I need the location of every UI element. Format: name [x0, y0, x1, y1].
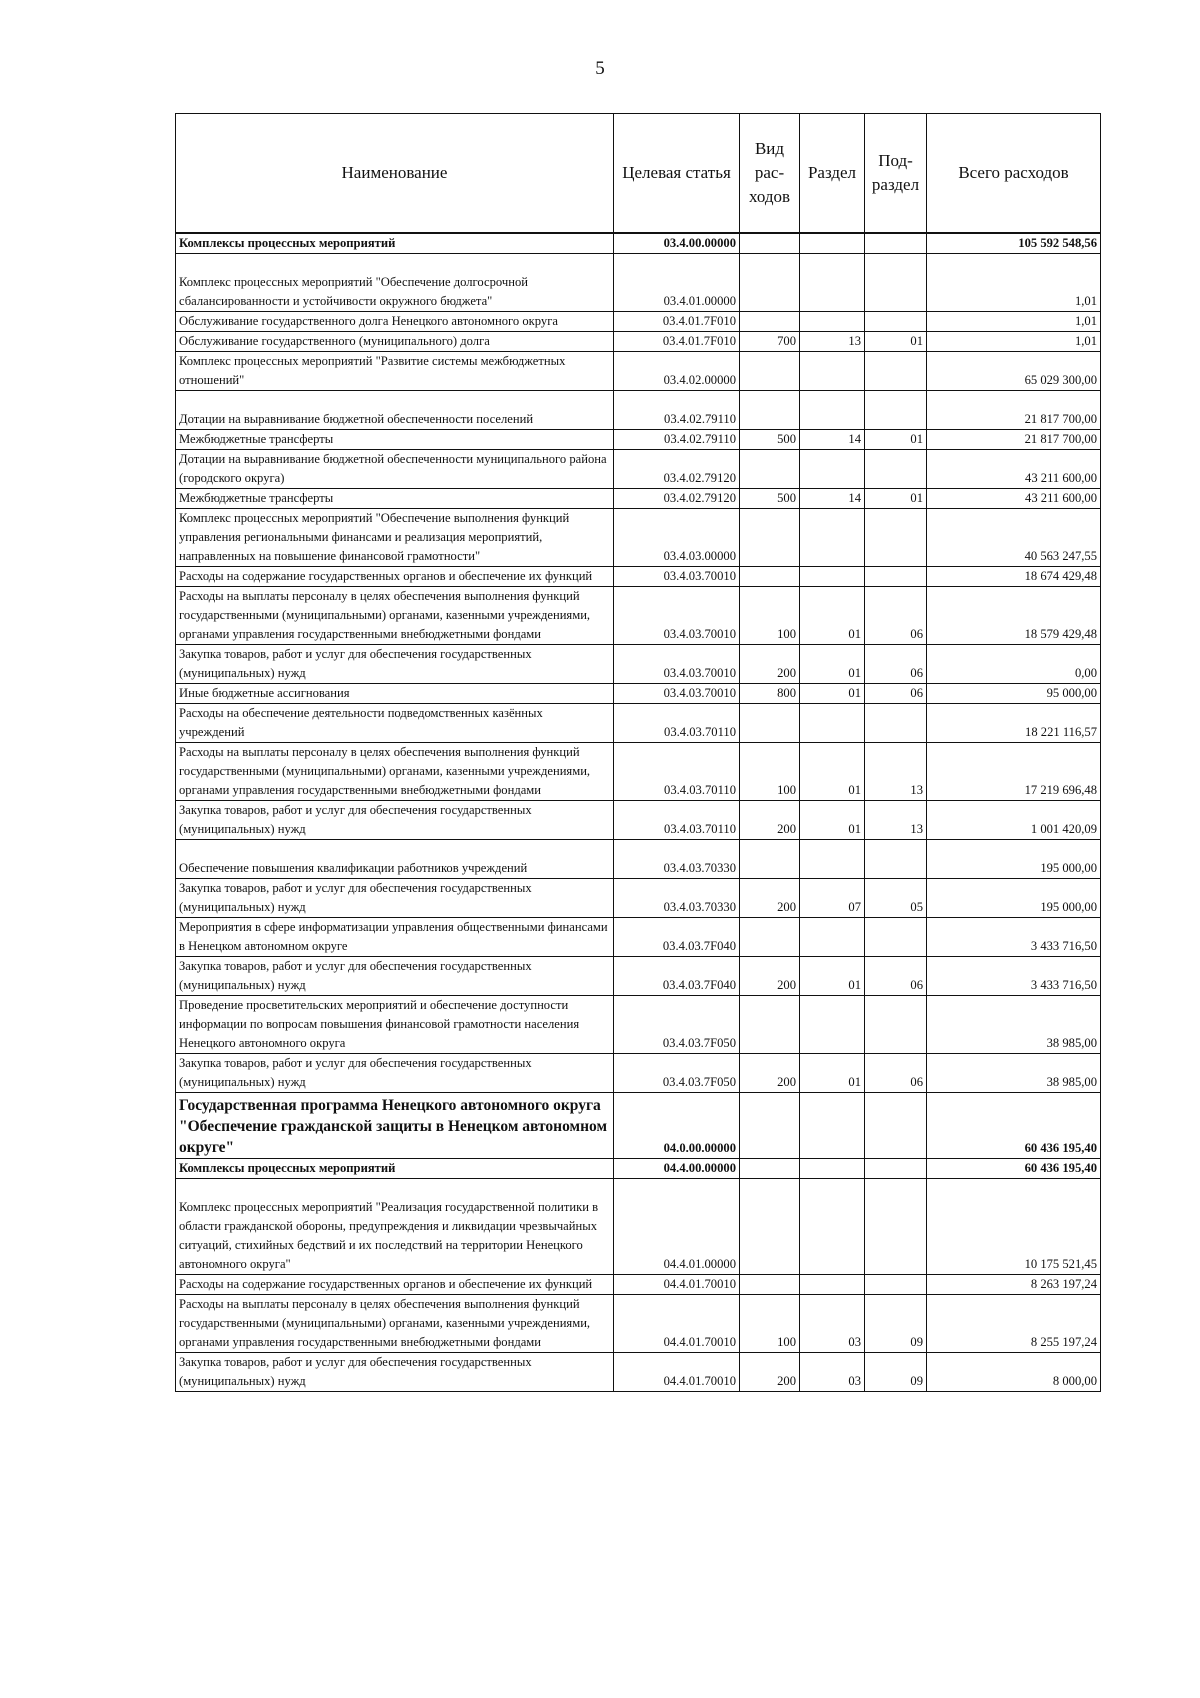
header-code: Целевая статья: [614, 114, 740, 234]
row-code-cell: 03.4.03.70110: [614, 801, 740, 840]
row-vid-cell: [740, 352, 800, 391]
row-code-cell: 03.4.02.79120: [614, 489, 740, 509]
table-row: [176, 1093, 1101, 1159]
row-name-cell: Межбюджетные трансферты: [176, 430, 614, 450]
row-razdel-cell: 03: [800, 1295, 865, 1353]
row-podrazdel-cell: 06: [865, 645, 927, 684]
row-total-cell: 1,01: [927, 312, 1101, 332]
table-row: [176, 840, 1101, 879]
table-row: [176, 684, 1101, 704]
table-row: [176, 704, 1101, 743]
row-name-cell: Дотации на выравнивание бюджетной обеспеченности муниципального района (городского округа): [176, 450, 614, 489]
row-razdel-cell: [800, 450, 865, 489]
table-row: [176, 1159, 1101, 1179]
row-podrazdel-cell: 01: [865, 430, 927, 450]
row-name-cell: Расходы на обеспечение деятельности подведомственных казённых учреждений: [176, 704, 614, 743]
header-razdel: Раздел: [800, 114, 865, 234]
row-total-cell: 18 579 429,48: [927, 587, 1101, 645]
row-name-cell: Обслуживание государственного долга Ненецкого автономного округа: [176, 312, 614, 332]
row-podrazdel-cell: 09: [865, 1295, 927, 1353]
table-row: [176, 1295, 1101, 1353]
row-razdel-cell: 01: [800, 743, 865, 801]
row-code-cell: 04.4.00.00000: [614, 1159, 740, 1179]
row-code-cell: 04.4.01.70010: [614, 1275, 740, 1295]
row-name-cell: Проведение просветительских мероприятий и обеспечение доступности информации по вопросам повышения финансовой грамотности населения Ненецкого автономного округа: [176, 996, 614, 1054]
table-row: [176, 587, 1101, 645]
row-vid-cell: [740, 1275, 800, 1295]
row-vid-cell: 500: [740, 430, 800, 450]
row-podrazdel-cell: 06: [865, 957, 927, 996]
row-name-cell: Закупка товаров, работ и услуг для обеспечения государственных (муниципальных) нужд: [176, 801, 614, 840]
row-code-cell: 03.4.03.7F050: [614, 996, 740, 1054]
row-razdel-cell: [800, 352, 865, 391]
row-code-cell: 03.4.01.00000: [614, 254, 740, 312]
table-row: [176, 996, 1101, 1054]
row-podrazdel-cell: [865, 567, 927, 587]
row-razdel-cell: [800, 704, 865, 743]
row-name-cell: Комплекс процессных мероприятий "Обеспечение долгосрочной сбалансированности и устойчивости окружного бюджета": [176, 254, 614, 312]
table-row: [176, 254, 1101, 312]
row-podrazdel-cell: 05: [865, 879, 927, 918]
row-vid-cell: 200: [740, 1353, 800, 1392]
row-total-cell: 38 985,00: [927, 996, 1101, 1054]
row-razdel-cell: 13: [800, 332, 865, 352]
row-razdel-cell: [800, 1093, 865, 1159]
row-vid-cell: 200: [740, 957, 800, 996]
row-total-cell: 60 436 195,40: [927, 1159, 1101, 1179]
row-vid-cell: [740, 567, 800, 587]
row-podrazdel-cell: [865, 996, 927, 1054]
row-vid-cell: [740, 233, 800, 254]
row-podrazdel-cell: [865, 312, 927, 332]
row-total-cell: 8 263 197,24: [927, 1275, 1101, 1295]
row-vid-cell: [740, 391, 800, 430]
table-row: [176, 879, 1101, 918]
row-podrazdel-cell: 01: [865, 489, 927, 509]
row-name-cell: Государственная программа Ненецкого автономного округа "Обеспечение гражданской защиты в Ненецком автономном округе": [176, 1093, 614, 1159]
row-total-cell: 8 000,00: [927, 1353, 1101, 1392]
row-code-cell: 03.4.03.70010: [614, 645, 740, 684]
row-podrazdel-cell: [865, 1159, 927, 1179]
table-row: [176, 918, 1101, 957]
table-row: [176, 645, 1101, 684]
row-name-cell: Расходы на содержание государственных органов и обеспечение их функций: [176, 1275, 614, 1295]
row-podrazdel-cell: [865, 704, 927, 743]
row-total-cell: 1,01: [927, 254, 1101, 312]
row-razdel-cell: 01: [800, 645, 865, 684]
table-row: [176, 567, 1101, 587]
row-vid-cell: [740, 1093, 800, 1159]
row-code-cell: 03.4.02.00000: [614, 352, 740, 391]
row-name-cell: Комплексы процессных мероприятий: [176, 1159, 614, 1179]
row-podrazdel-cell: [865, 233, 927, 254]
row-razdel-cell: [800, 567, 865, 587]
table-row: [176, 391, 1101, 430]
row-vid-cell: [740, 1159, 800, 1179]
row-vid-cell: 100: [740, 587, 800, 645]
table-row: [176, 1275, 1101, 1295]
row-podrazdel-cell: [865, 1093, 927, 1159]
row-name-cell: Комплекс процессных мероприятий "Обеспечение выполнения функций управления региональными финансами и реализация мероприятий, направленных на повышение финансовой грамотности": [176, 509, 614, 567]
row-podrazdel-cell: 09: [865, 1353, 927, 1392]
row-name-cell: Закупка товаров, работ и услуг для обеспечения государственных (муниципальных) нужд: [176, 1353, 614, 1392]
row-name-cell: Расходы на выплаты персоналу в целях обеспечения выполнения функций государственными (муниципальными) органами, казенными учреждениями, органами управления государственными внебюджетными фондами: [176, 1295, 614, 1353]
row-razdel-cell: [800, 996, 865, 1054]
row-razdel-cell: 01: [800, 801, 865, 840]
row-vid-cell: 100: [740, 743, 800, 801]
row-code-cell: 03.4.03.70110: [614, 743, 740, 801]
table-row: [176, 312, 1101, 332]
row-vid-cell: 200: [740, 645, 800, 684]
row-razdel-cell: 03: [800, 1353, 865, 1392]
row-podrazdel-cell: [865, 450, 927, 489]
row-podrazdel-cell: [865, 254, 927, 312]
row-vid-cell: 500: [740, 489, 800, 509]
row-razdel-cell: [800, 233, 865, 254]
row-code-cell: 03.4.03.70330: [614, 879, 740, 918]
row-razdel-cell: 01: [800, 1054, 865, 1093]
row-vid-cell: [740, 509, 800, 567]
row-name-cell: Мероприятия в сфере информатизации управления общественными финансами в Ненецком автономном округе: [176, 918, 614, 957]
row-razdel-cell: 14: [800, 430, 865, 450]
row-code-cell: 04.4.01.70010: [614, 1295, 740, 1353]
row-vid-cell: 800: [740, 684, 800, 704]
header-row: [176, 114, 1101, 234]
row-razdel-cell: [800, 391, 865, 430]
row-total-cell: 3 433 716,50: [927, 918, 1101, 957]
row-name-cell: Обслуживание государственного (муниципального) долга: [176, 332, 614, 352]
row-total-cell: 18 674 429,48: [927, 567, 1101, 587]
table-row: [176, 1054, 1101, 1093]
row-total-cell: 21 817 700,00: [927, 391, 1101, 430]
row-total-cell: 10 175 521,45: [927, 1179, 1101, 1275]
row-vid-cell: 200: [740, 879, 800, 918]
row-total-cell: 0,00: [927, 645, 1101, 684]
row-vid-cell: [740, 704, 800, 743]
row-vid-cell: 700: [740, 332, 800, 352]
row-code-cell: 03.4.01.7F010: [614, 312, 740, 332]
row-podrazdel-cell: 06: [865, 587, 927, 645]
row-vid-cell: [740, 312, 800, 332]
row-podrazdel-cell: [865, 509, 927, 567]
page-number: 5: [595, 58, 605, 79]
row-vid-cell: [740, 1179, 800, 1275]
row-code-cell: 04.4.01.70010: [614, 1353, 740, 1392]
row-code-cell: 03.4.02.79110: [614, 391, 740, 430]
table-row: [176, 509, 1101, 567]
row-vid-cell: [740, 450, 800, 489]
row-code-cell: 03.4.03.70010: [614, 587, 740, 645]
row-code-cell: 03.4.03.7F040: [614, 957, 740, 996]
row-name-cell: Закупка товаров, работ и услуг для обеспечения государственных (муниципальных) нужд: [176, 957, 614, 996]
row-total-cell: 40 563 247,55: [927, 509, 1101, 567]
row-total-cell: 1 001 420,09: [927, 801, 1101, 840]
table-row: [176, 801, 1101, 840]
row-vid-cell: 200: [740, 801, 800, 840]
row-podrazdel-cell: [865, 1275, 927, 1295]
table-row: [176, 352, 1101, 391]
row-razdel-cell: 01: [800, 684, 865, 704]
row-name-cell: Расходы на содержание государственных органов и обеспечение их функций: [176, 567, 614, 587]
row-name-cell: Закупка товаров, работ и услуг для обеспечения государственных (муниципальных) нужд: [176, 645, 614, 684]
row-total-cell: 195 000,00: [927, 840, 1101, 879]
row-vid-cell: 200: [740, 1054, 800, 1093]
table-row: [176, 332, 1101, 352]
row-code-cell: 03.4.01.7F010: [614, 332, 740, 352]
row-vid-cell: [740, 254, 800, 312]
row-vid-cell: [740, 840, 800, 879]
table-row: [176, 450, 1101, 489]
row-total-cell: 105 592 548,56: [927, 233, 1101, 254]
row-name-cell: Комплексы процессных мероприятий: [176, 233, 614, 254]
row-razdel-cell: 01: [800, 587, 865, 645]
budget-table: [175, 113, 1101, 1392]
row-razdel-cell: [800, 1159, 865, 1179]
row-podrazdel-cell: 13: [865, 801, 927, 840]
row-razdel-cell: [800, 918, 865, 957]
table-row: [176, 1179, 1101, 1275]
row-razdel-cell: 14: [800, 489, 865, 509]
row-total-cell: 3 433 716,50: [927, 957, 1101, 996]
row-total-cell: 95 000,00: [927, 684, 1101, 704]
row-razdel-cell: [800, 254, 865, 312]
row-name-cell: Иные бюджетные ассигнования: [176, 684, 614, 704]
row-podrazdel-cell: [865, 840, 927, 879]
row-razdel-cell: [800, 312, 865, 332]
row-podrazdel-cell: 13: [865, 743, 927, 801]
table-row: [176, 489, 1101, 509]
table-row: [176, 743, 1101, 801]
row-name-cell: Обеспечение повышения квалификации работников учреждений: [176, 840, 614, 879]
table-row: [176, 957, 1101, 996]
header-podrazdel: Под-раздел: [865, 114, 927, 234]
row-code-cell: 03.4.03.70110: [614, 704, 740, 743]
row-podrazdel-cell: [865, 391, 927, 430]
row-name-cell: Дотации на выравнивание бюджетной обеспеченности поселений: [176, 391, 614, 430]
row-razdel-cell: [800, 1275, 865, 1295]
row-total-cell: 38 985,00: [927, 1054, 1101, 1093]
row-total-cell: 21 817 700,00: [927, 430, 1101, 450]
row-vid-cell: 100: [740, 1295, 800, 1353]
row-name-cell: Межбюджетные трансферты: [176, 489, 614, 509]
row-podrazdel-cell: 01: [865, 332, 927, 352]
row-code-cell: 03.4.03.7F040: [614, 918, 740, 957]
row-total-cell: 43 211 600,00: [927, 489, 1101, 509]
row-total-cell: 60 436 195,40: [927, 1093, 1101, 1159]
table-row: [176, 430, 1101, 450]
table-row: [176, 1353, 1101, 1392]
row-code-cell: 03.4.00.00000: [614, 233, 740, 254]
row-name-cell: Расходы на выплаты персоналу в целях обеспечения выполнения функций государственными (муниципальными) органами, казенными учреждениями, органами управления государственными внебюджетными фондами: [176, 587, 614, 645]
row-razdel-cell: 01: [800, 957, 865, 996]
header-vid: Вид рас-ходов: [740, 114, 800, 234]
table-row: [176, 233, 1101, 254]
row-code-cell: 03.4.02.79110: [614, 430, 740, 450]
row-podrazdel-cell: 06: [865, 684, 927, 704]
row-vid-cell: [740, 918, 800, 957]
row-podrazdel-cell: 06: [865, 1054, 927, 1093]
row-code-cell: 03.4.03.00000: [614, 509, 740, 567]
row-code-cell: 03.4.03.70010: [614, 567, 740, 587]
row-code-cell: 04.0.00.00000: [614, 1093, 740, 1159]
row-razdel-cell: [800, 1179, 865, 1275]
row-total-cell: 43 211 600,00: [927, 450, 1101, 489]
row-razdel-cell: [800, 509, 865, 567]
row-total-cell: 17 219 696,48: [927, 743, 1101, 801]
row-code-cell: 04.4.01.00000: [614, 1179, 740, 1275]
row-name-cell: Комплекс процессных мероприятий "Развитие системы межбюджетных отношений": [176, 352, 614, 391]
row-name-cell: Расходы на выплаты персоналу в целях обеспечения выполнения функций государственными (муниципальными) органами, казенными учреждениями, органами управления государственными внебюджетными фондами: [176, 743, 614, 801]
row-code-cell: 03.4.03.70330: [614, 840, 740, 879]
row-code-cell: 03.4.03.7F050: [614, 1054, 740, 1093]
row-total-cell: 65 029 300,00: [927, 352, 1101, 391]
row-vid-cell: [740, 996, 800, 1054]
row-total-cell: 8 255 197,24: [927, 1295, 1101, 1353]
row-podrazdel-cell: [865, 918, 927, 957]
row-total-cell: 18 221 116,57: [927, 704, 1101, 743]
row-podrazdel-cell: [865, 1179, 927, 1275]
row-name-cell: Закупка товаров, работ и услуг для обеспечения государственных (муниципальных) нужд: [176, 1054, 614, 1093]
row-name-cell: Закупка товаров, работ и услуг для обеспечения государственных (муниципальных) нужд: [176, 879, 614, 918]
row-total-cell: 1,01: [927, 332, 1101, 352]
row-podrazdel-cell: [865, 352, 927, 391]
row-total-cell: 195 000,00: [927, 879, 1101, 918]
row-code-cell: 03.4.02.79120: [614, 450, 740, 489]
header-total: Всего расходов: [927, 114, 1101, 234]
row-name-cell: Комплекс процессных мероприятий "Реализация государственной политики в области гражданской обороны, предупреждения и ликвидации чрезвычайных ситуаций, стихийных бедствий и их последствий на территории Ненецкого автономного округа": [176, 1179, 614, 1275]
row-razdel-cell: 07: [800, 879, 865, 918]
row-code-cell: 03.4.03.70010: [614, 684, 740, 704]
header-name: Наименование: [176, 114, 614, 234]
row-razdel-cell: [800, 840, 865, 879]
